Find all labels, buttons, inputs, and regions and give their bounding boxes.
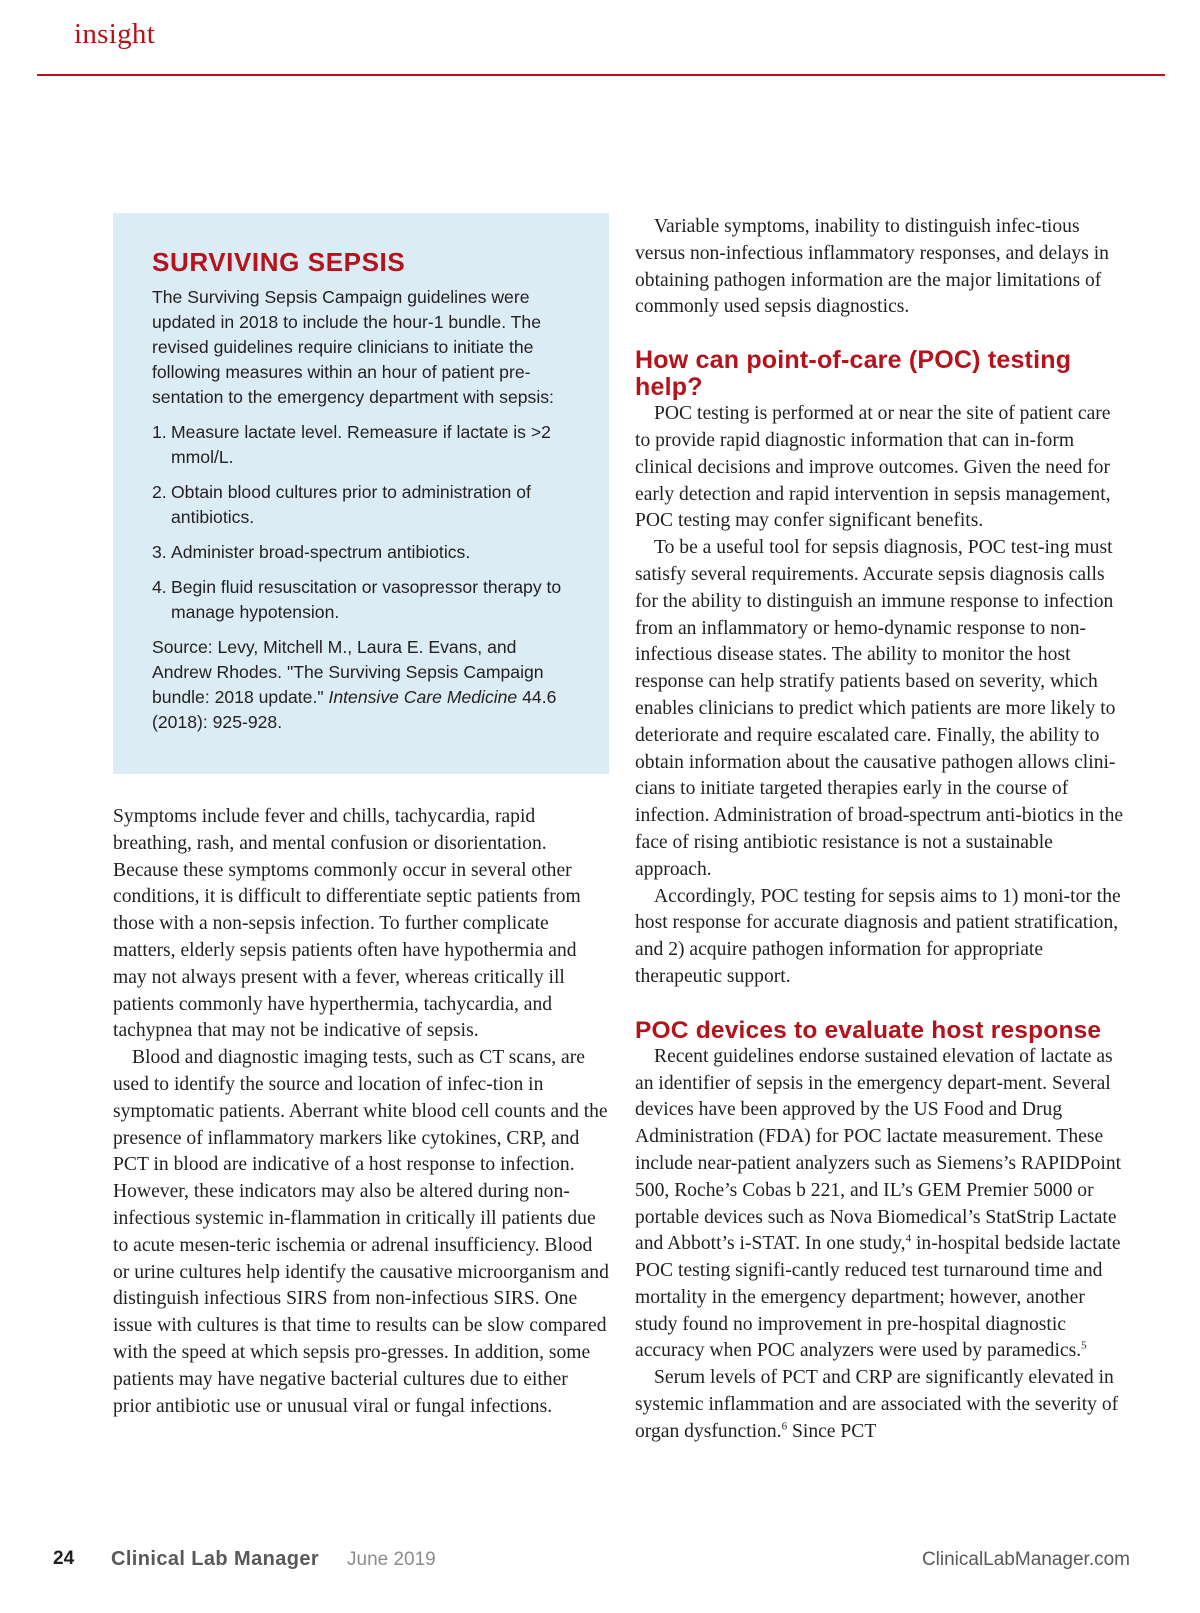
left-column	[113, 804, 609, 1420]
paragraph-text: in-hospital bedside lactate POC testing signifi-cantly reduced test turnaround time and mortality in the emergency department; however, another study found no improvement in pre-hospital diagnostic accuracy when POC analyzers were used by paramedics.	[635, 1233, 1121, 1362]
header-rule	[37, 74, 1165, 76]
section-heading-poc-devices: POC devices to evaluate host response	[635, 1016, 1102, 1044]
list-number: 1.	[152, 422, 167, 442]
page-number: 24	[53, 1548, 75, 1569]
reference-superscript: 5	[1081, 1339, 1087, 1352]
source-citation: Source: Levy, Mitchell M., Laura E. Evans, and Andrew Rhodes. "The Surviving Sepsis Campaign bundle: 2018 update."	[152, 637, 544, 707]
body-paragraph: Accordingly, POC testing for sepsis aims to 1) moni-tor the host response for accurate diagnosis and patient stratification, and 2) acquire pathogen information for appropriate therapeutic support.	[635, 885, 1121, 987]
list-text: Obtain blood cultures prior to administration of antibiotics.	[171, 482, 531, 527]
paragraph-text: Recent guidelines endorse sustained elevation of lactate as an identifier of sepsis in the emergency depart-ment. Several devices have been approved by the US Food and Drug Administration (FDA) for POC lactate measurement. These include near-patient analyzers such as Siemens’s RAPIDPoint 500, Roche’s Cobas b 221, and IL’s GEM Premier 5000 or portable devices such as Nova Biomedical’s StatStrip Lactate and Abbott’s i-STAT. In one study,	[635, 1045, 1122, 1255]
sidebar-source	[152, 635, 579, 735]
body-paragraph: To be a useful tool for sepsis diagnosis, POC test-ing must satisfy several requirements. Accurate sepsis diagnosis calls for the ability to distinguish an immune response to infection from an inflammatory or hemo-dynamic response to non-infectious disease states. The ability to monitor the host response can help stratify patients based on severity, which enables clinicians to predict which patients are more likely to deteriorate and require escalated care. Finally, the ability to obtain information about the causative pathogen allows clini-cians to initiate targeted therapies early in the course of infection. Administration of broad-spectrum anti-biotics in the face of rising antibiotic resistance is not a sustainable approach.	[635, 537, 1124, 880]
issue-date: June 2019	[347, 1549, 436, 1570]
source-details: 44.6 (2018): 925-928.	[152, 687, 557, 732]
body-paragraph: Variable symptoms, inability to distinguish infec-tious versus non-infectious inflammatory responses, and delays in obtaining pathogen information are the major limitations of commonly used sepsis diagnostics.	[635, 216, 1109, 318]
list-text: Administer broad-spectrum antibiotics.	[171, 542, 471, 562]
section-label: insight	[74, 18, 156, 50]
body-paragraph	[635, 1044, 1130, 1366]
sidebar-box	[113, 213, 609, 774]
sidebar-list-item	[152, 420, 579, 470]
section-heading-poc-testing: How can point-of-care (POC) testing help?	[635, 346, 1072, 402]
sidebar-list-item	[152, 480, 579, 530]
list-number: 4.	[152, 577, 167, 597]
sidebar-list-item	[152, 540, 579, 565]
paragraph-text: Since PCT	[787, 1420, 877, 1442]
sidebar-intro: The Surviving Sepsis Campaign guidelines were updated in 2018 to include the hour-1 bundle. The revised guidelines require clinicians to initiate the following measures within an hour of patient pre-sentation to the emergency department with sepsis:	[152, 287, 554, 407]
sidebar-list-item	[152, 575, 579, 625]
magazine-name: Clinical Lab Manager	[111, 1548, 320, 1570]
page-footer	[0, 1548, 1200, 1578]
right-column	[635, 214, 1130, 1446]
body-paragraph: POC testing is performed at or near the site of patient care to provide rapid diagnostic information that can in-form clinical decisions and improve outcomes. Given the need for early detection and rapid intervention in sepsis management, POC testing may confer significant benefits.	[635, 403, 1111, 532]
list-text: Begin fluid resuscitation or vasopressor therapy to manage hypotension.	[171, 577, 562, 622]
sidebar-title: SURVIVING SEPSIS	[152, 247, 406, 277]
body-paragraph: Blood and diagnostic imaging tests, such as CT scans, are used to identify the source and location of infec-tion in symptomatic patients. Aberrant white blood cell counts and the presence of inflammatory markers like cytokines, CRP, and PCT in blood are indicative of a host response to infection. However, these indicators may also be altered during non-infectious systemic in-flammation in critically ill patients due to acute mesen-teric ischemia or adrenal insufficiency. Blood or urine cultures help identify the causative microorganism and distinguish infectious SIRS from non-infectious SIRS. One issue with cultures is that time to results can be slow compared with the speed at which sepsis pro-gresses. In addition, some patients may have negative bacterial cultures due to either prior antibiotic use or unusual viral or fungal infections.	[113, 1047, 609, 1417]
list-text: Measure lactate level. Remeasure if lactate is >2 mmol/L.	[171, 422, 551, 467]
reference-superscript: 4	[905, 1232, 912, 1245]
body-paragraph	[635, 1365, 1130, 1445]
sidebar-list	[152, 420, 579, 625]
reference-superscript: 6	[781, 1420, 788, 1433]
list-number: 3.	[152, 542, 167, 562]
website-link[interactable]: ClinicalLabManager.com	[921, 1549, 1130, 1570]
source-journal: Intensive Care Medicine	[328, 687, 518, 707]
paragraph-text: Serum levels of PCT and CRP are significantly elevated in systemic inflammation and are associated with the severity of organ dysfunction.	[635, 1367, 1119, 1442]
list-number: 2.	[152, 482, 167, 502]
body-paragraph: Symptoms include fever and chills, tachycardia, rapid breathing, rash, and mental confusion or disorientation. Because these symptoms commonly occur in several other conditions, it is difficult to differentiate septic patients from those with a non-sepsis infection. To further complicate matters, elderly sepsis patients often have hypothermia and may not always present with a fever, whereas critically ill patients commonly have hyperthermia, tachycardia, and tachypnea that may not be indicative of sepsis.	[113, 806, 581, 1042]
